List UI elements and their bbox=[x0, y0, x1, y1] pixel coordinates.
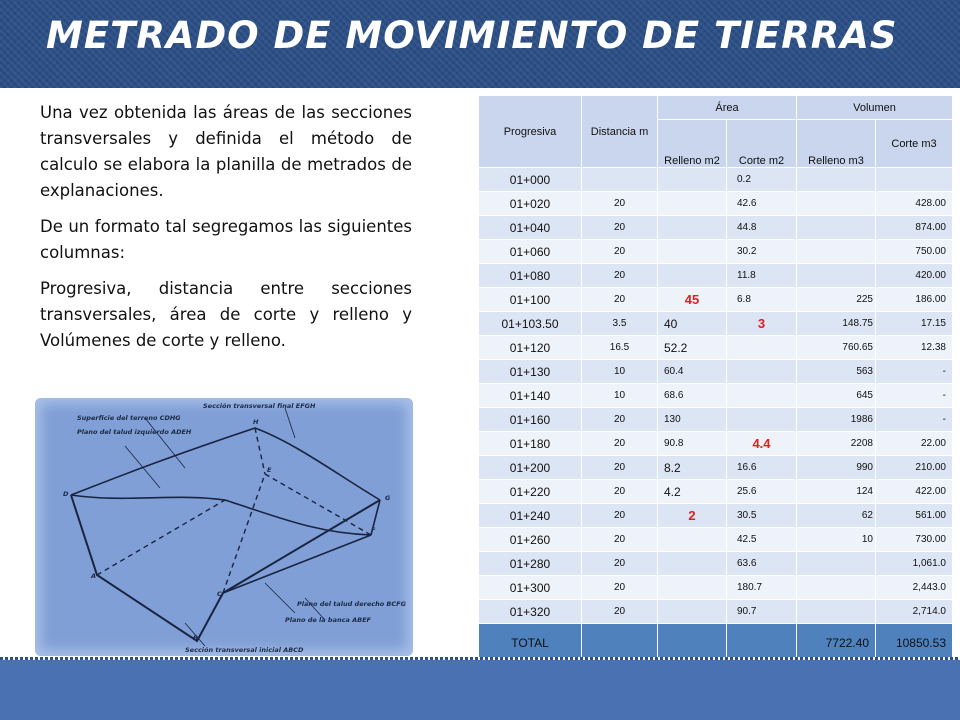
corte-m2-cell: 44.8 bbox=[727, 216, 797, 240]
relleno-m2-cell: 60.4 bbox=[658, 360, 727, 384]
corte-m3-cell: 750.00 bbox=[876, 240, 953, 264]
progresiva-cell: 01+260 bbox=[479, 528, 582, 552]
total-relleno-m3: 7722.40 bbox=[797, 624, 876, 663]
corte-m3-cell: 422.00 bbox=[876, 480, 953, 504]
relleno-m2-cell: 45 bbox=[658, 288, 727, 312]
distancia-cell: 20 bbox=[582, 216, 658, 240]
corte-m3-cell: 22.00 bbox=[876, 432, 953, 456]
progresiva-cell: 01+200 bbox=[479, 456, 582, 480]
relleno-m3-cell bbox=[797, 576, 876, 600]
table-row bbox=[479, 240, 953, 264]
progresiva-cell: 01+300 bbox=[479, 576, 582, 600]
table-row bbox=[479, 456, 953, 480]
label-initial-section: Sección transversal inicial ABCD bbox=[185, 646, 304, 654]
table-row bbox=[479, 576, 953, 600]
distancia-cell: 20 bbox=[582, 408, 658, 432]
corte-m3-cell: 420.00 bbox=[876, 264, 953, 288]
table-row bbox=[479, 504, 953, 528]
relleno-m3-cell: 2208 bbox=[797, 432, 876, 456]
relleno-m3-cell: 10 bbox=[797, 528, 876, 552]
corte-m3-cell: 12.38 bbox=[876, 336, 953, 360]
label-surface: Superficie del terreno CDHG bbox=[77, 414, 181, 422]
distancia-cell: 16.5 bbox=[582, 336, 658, 360]
progresiva-cell: 01+000 bbox=[479, 168, 582, 192]
point-a: A bbox=[91, 572, 97, 580]
corte-m2-cell: 30.2 bbox=[727, 240, 797, 264]
relleno-m2-cell: 2 bbox=[658, 504, 727, 528]
distancia-cell: 20 bbox=[582, 192, 658, 216]
relleno-m2-cell bbox=[658, 216, 727, 240]
paragraph-1: Una vez obtenida las áreas de las secciones transversales y definida el método de calculo se elabora la planilla de metrados de explanaciones. bbox=[40, 103, 412, 200]
corte-m3-cell: - bbox=[876, 360, 953, 384]
corte-m3-cell: 17.15 bbox=[876, 312, 953, 336]
table-row bbox=[479, 264, 953, 288]
header-volumen: Volumen bbox=[797, 96, 953, 120]
corte-m3-cell: 210.00 bbox=[876, 456, 953, 480]
relleno-m3-cell: 148.75 bbox=[797, 312, 876, 336]
header-corte-m2: Corte m2 bbox=[727, 120, 797, 168]
table-row bbox=[479, 600, 953, 624]
progresiva-cell: 01+220 bbox=[479, 480, 582, 504]
earthwork-drawing bbox=[35, 398, 413, 656]
corte-m2-cell: 25.6 bbox=[727, 480, 797, 504]
point-c: C bbox=[217, 590, 222, 598]
distancia-cell: 20 bbox=[582, 264, 658, 288]
corte-m2-cell: 42.6 bbox=[727, 192, 797, 216]
label-bank-plane: Plano de la banca ABEF bbox=[285, 616, 371, 624]
distancia-cell bbox=[582, 168, 658, 192]
relleno-m3-cell: 563 bbox=[797, 360, 876, 384]
table-row bbox=[479, 528, 953, 552]
corte-m2-cell: 42.5 bbox=[727, 528, 797, 552]
earthwork-table-container bbox=[478, 95, 952, 663]
relleno-m2-cell: 8.2 bbox=[658, 456, 727, 480]
progresiva-cell: 01+103.50 bbox=[479, 312, 582, 336]
relleno-m2-cell bbox=[658, 240, 727, 264]
progresiva-cell: 01+100 bbox=[479, 288, 582, 312]
corte-m3-cell: 1,061.0 bbox=[876, 552, 953, 576]
corte-m2-cell: 0.2 bbox=[727, 168, 797, 192]
progresiva-cell: 01+080 bbox=[479, 264, 582, 288]
earthwork-table bbox=[478, 95, 953, 663]
relleno-m2-cell bbox=[658, 192, 727, 216]
corte-m2-cell bbox=[727, 384, 797, 408]
distancia-cell: 20 bbox=[582, 576, 658, 600]
progresiva-cell: 01+160 bbox=[479, 408, 582, 432]
relleno-m3-cell bbox=[797, 264, 876, 288]
progresiva-cell: 01+180 bbox=[479, 432, 582, 456]
progresiva-cell: 01+060 bbox=[479, 240, 582, 264]
table-row bbox=[479, 384, 953, 408]
relleno-m2-cell bbox=[658, 528, 727, 552]
relleno-m2-cell: 68.6 bbox=[658, 384, 727, 408]
corte-m3-cell: 186.00 bbox=[876, 288, 953, 312]
distancia-cell: 20 bbox=[582, 552, 658, 576]
progresiva-cell: 01+130 bbox=[479, 360, 582, 384]
total-corte-m3: 10850.53 bbox=[876, 624, 953, 663]
point-d: D bbox=[63, 490, 69, 498]
header-distancia: Distancia m bbox=[582, 96, 658, 168]
earthwork-diagram bbox=[35, 398, 413, 656]
relleno-m3-cell bbox=[797, 600, 876, 624]
distancia-cell: 20 bbox=[582, 600, 658, 624]
relleno-m2-cell: 4.2 bbox=[658, 480, 727, 504]
label-right-plane: Plano del talud derecho BCFG bbox=[297, 600, 406, 608]
table-row bbox=[479, 312, 953, 336]
corte-m3-cell: 730.00 bbox=[876, 528, 953, 552]
corte-m3-cell: 561.00 bbox=[876, 504, 953, 528]
distancia-cell: 20 bbox=[582, 456, 658, 480]
table-row bbox=[479, 480, 953, 504]
relleno-m3-cell: 760.65 bbox=[797, 336, 876, 360]
progresiva-cell: 01+320 bbox=[479, 600, 582, 624]
relleno-m2-cell bbox=[658, 600, 727, 624]
table-row bbox=[479, 360, 953, 384]
relleno-m3-cell: 62 bbox=[797, 504, 876, 528]
relleno-m2-cell bbox=[658, 576, 727, 600]
relleno-m3-cell bbox=[797, 552, 876, 576]
paragraph-2: De un formato tal segregamos las siguientes columnas: bbox=[40, 217, 412, 262]
header-relleno-m2: Relleno m2 bbox=[658, 120, 727, 168]
distancia-cell: 20 bbox=[582, 240, 658, 264]
corte-m3-cell: 874.00 bbox=[876, 216, 953, 240]
progresiva-cell: 01+280 bbox=[479, 552, 582, 576]
relleno-m2-cell bbox=[658, 168, 727, 192]
distancia-cell: 20 bbox=[582, 480, 658, 504]
relleno-m3-cell bbox=[797, 240, 876, 264]
corte-m2-cell: 6.8 bbox=[727, 288, 797, 312]
header-corte-m3: Corte m3 bbox=[876, 120, 953, 168]
table-row bbox=[479, 408, 953, 432]
point-e: E bbox=[267, 466, 272, 474]
relleno-m3-cell bbox=[797, 192, 876, 216]
corte-m2-cell: 3 bbox=[727, 312, 797, 336]
corte-m2-cell bbox=[727, 336, 797, 360]
distancia-cell: 20 bbox=[582, 504, 658, 528]
table-row bbox=[479, 168, 953, 192]
corte-m2-cell: 11.8 bbox=[727, 264, 797, 288]
table-row bbox=[479, 552, 953, 576]
header-area: Área bbox=[658, 96, 797, 120]
progresiva-cell: 01+140 bbox=[479, 384, 582, 408]
header-progresiva: Progresiva bbox=[479, 96, 582, 168]
point-g: G bbox=[385, 494, 391, 502]
distancia-cell: 10 bbox=[582, 360, 658, 384]
label-final-section: Sección transversal final EFGH bbox=[203, 402, 316, 410]
relleno-m2-cell: 40 bbox=[658, 312, 727, 336]
relleno-m3-cell bbox=[797, 168, 876, 192]
relleno-m3-cell: 645 bbox=[797, 384, 876, 408]
relleno-m3-cell bbox=[797, 216, 876, 240]
relleno-m2-cell: 52.2 bbox=[658, 336, 727, 360]
distancia-cell: 10 bbox=[582, 384, 658, 408]
table-row bbox=[479, 432, 953, 456]
corte-m2-cell: 30.5 bbox=[727, 504, 797, 528]
progresiva-cell: 01+040 bbox=[479, 216, 582, 240]
relleno-m2-cell: 90.8 bbox=[658, 432, 727, 456]
corte-m3-cell: 2,443.0 bbox=[876, 576, 953, 600]
corte-m3-cell bbox=[876, 168, 953, 192]
table-row bbox=[479, 192, 953, 216]
relleno-m2-cell bbox=[658, 264, 727, 288]
point-f: F bbox=[371, 526, 376, 534]
relleno-m3-cell: 1986 bbox=[797, 408, 876, 432]
relleno-m3-cell: 225 bbox=[797, 288, 876, 312]
corte-m3-cell: - bbox=[876, 384, 953, 408]
header-relleno-m3: Relleno m3 bbox=[797, 120, 876, 168]
body-text bbox=[40, 100, 412, 364]
progresiva-cell: 01+240 bbox=[479, 504, 582, 528]
corte-m2-cell: 63.6 bbox=[727, 552, 797, 576]
footer-bar bbox=[0, 660, 960, 720]
distancia-cell: 20 bbox=[582, 288, 658, 312]
corte-m3-cell: 2,714.0 bbox=[876, 600, 953, 624]
relleno-m3-cell: 124 bbox=[797, 480, 876, 504]
distancia-cell: 3.5 bbox=[582, 312, 658, 336]
corte-m2-cell: 16.6 bbox=[727, 456, 797, 480]
progresiva-cell: 01+020 bbox=[479, 192, 582, 216]
corte-m2-cell: 180.7 bbox=[727, 576, 797, 600]
relleno-m2-cell bbox=[658, 552, 727, 576]
point-h: H bbox=[253, 418, 259, 426]
relleno-m2-cell: 130 bbox=[658, 408, 727, 432]
corte-m3-cell: - bbox=[876, 408, 953, 432]
corte-m2-cell bbox=[727, 360, 797, 384]
corte-m3-cell: 428.00 bbox=[876, 192, 953, 216]
page-title: METRADO DE MOVIMIENTO DE TIERRAS bbox=[46, 14, 898, 57]
distancia-cell: 20 bbox=[582, 432, 658, 456]
paragraph-3: Progresiva, distancia entre secciones transversales, área de corte y relleno y Volúmenes de corte y relleno. bbox=[40, 279, 412, 350]
corte-m2-cell: 90.7 bbox=[727, 600, 797, 624]
total-label: TOTAL bbox=[479, 624, 582, 663]
distancia-cell: 20 bbox=[582, 528, 658, 552]
label-left-plane: Plano del talud izquierdo ADEH bbox=[77, 428, 192, 436]
point-b: B bbox=[193, 634, 198, 642]
corte-m2-cell bbox=[727, 408, 797, 432]
corte-m2-cell: 4.4 bbox=[727, 432, 797, 456]
table-row bbox=[479, 336, 953, 360]
relleno-m3-cell: 990 bbox=[797, 456, 876, 480]
table-row bbox=[479, 216, 953, 240]
progresiva-cell: 01+120 bbox=[479, 336, 582, 360]
table-row bbox=[479, 288, 953, 312]
